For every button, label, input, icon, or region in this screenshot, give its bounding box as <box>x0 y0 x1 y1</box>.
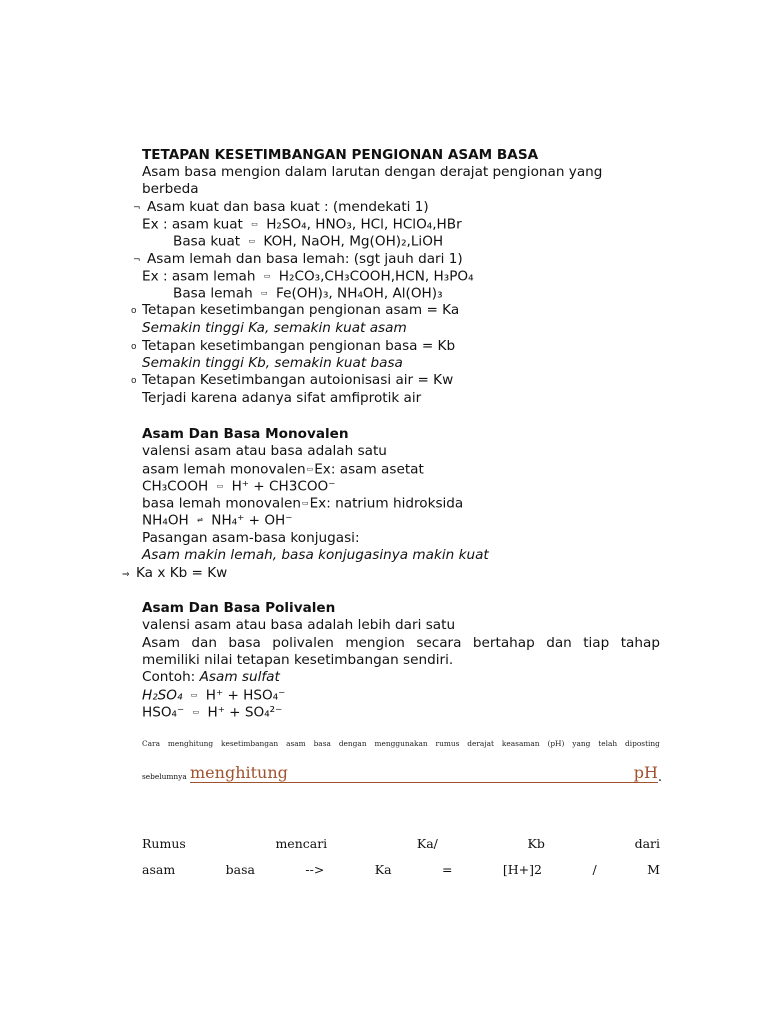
monovalen-line-8: Ka x Kb = Kw <box>136 565 228 581</box>
strong-base-label: Basa kuat <box>173 233 241 250</box>
monovalen-title: Asam Dan Basa Monovalen <box>142 426 349 442</box>
strong-acid-example <box>142 216 660 234</box>
period: . <box>657 770 662 785</box>
weak-acid-example <box>142 268 660 286</box>
formula-row <box>142 862 660 877</box>
small-word: (pH) <box>547 739 565 748</box>
formula-word: [H+]2 <box>502 862 542 877</box>
nh4oh-formula: NH₄OH <box>142 512 189 529</box>
polivalen-line-6 <box>142 704 660 722</box>
weak-base-items: Fe(OH)₃, NH₄OH, Al(OH)₃ <box>276 285 443 302</box>
rumus-row <box>142 836 660 851</box>
monovalen-line-6: Pasangan asam-basa konjugasi: <box>142 530 360 546</box>
small-word: yang <box>572 739 591 748</box>
weak-base-label: Basa lemah <box>173 285 253 302</box>
rumus-word: dari <box>634 836 660 851</box>
weak-base-monovalen: basa lemah monovalen <box>142 495 301 512</box>
acetic-acid-example: Ex: asam asetat <box>314 461 424 478</box>
kw-line: Tetapan Kesetimbangan autoionisasi air = Kw <box>142 372 454 388</box>
link-right-text[interactable]: pH <box>633 763 658 782</box>
monovalen-line-5 <box>142 512 660 530</box>
nh4oh-products: NH₄⁺ + OH⁻ <box>211 512 293 529</box>
naoh-example: Ex: natrium hidroksida <box>309 495 464 512</box>
small-word: menggunakan <box>374 739 428 748</box>
polivalen-line-4 <box>142 669 660 686</box>
rumus-word: Kb <box>527 836 545 851</box>
arrow-icon: ▭ <box>190 691 198 699</box>
polivalen-line-1: valensi asam atau basa adalah lebih dari satu <box>142 617 456 633</box>
strong-acid-label: Ex : asam kuat <box>142 216 243 233</box>
bullet-arrow-icon: ¬ <box>133 203 141 213</box>
intro-line-1: Asam basa mengion dalam larutan dengan derajat pengionan yang <box>142 164 603 180</box>
small-word: basa <box>313 739 331 748</box>
formula-word: / <box>592 862 597 877</box>
weak-acid-label: Ex : asam lemah <box>142 268 256 285</box>
link-left-text[interactable]: menghitung <box>190 763 288 782</box>
circle-bullet-icon: o <box>131 306 137 316</box>
formula-word: M <box>647 862 660 877</box>
rumus-word: mencari <box>275 836 328 851</box>
formula-word: --> <box>305 862 325 877</box>
intro-line-2: berbeda <box>142 181 199 197</box>
justified-word: tahap <box>620 635 660 651</box>
justified-word: dan <box>546 635 572 651</box>
strong-acid-base-line: Asam kuat dan basa kuat : (mendekati 1) <box>147 199 429 215</box>
polivalen-title: Asam Dan Basa Polivalen <box>142 600 336 616</box>
example-label: Contoh: <box>142 669 196 685</box>
small-word: telah <box>598 739 618 748</box>
hyperlink[interactable] <box>190 758 658 783</box>
small-word: keasaman <box>501 739 540 748</box>
acetic-acid-formula: CH₃COOH <box>142 478 209 495</box>
monovalen-line-2 <box>142 461 660 479</box>
small-word: kesetimbangan <box>221 739 279 748</box>
small-word: rumus <box>435 739 460 748</box>
rumus-word: Rumus <box>142 836 186 851</box>
monovalen-line-1: valensi asam atau basa adalah satu <box>142 443 387 459</box>
ka-line: Tetapan kesetimbangan pengionan asam = Ka <box>142 302 460 318</box>
acetic-acid-products: H⁺ + CH3COO⁻ <box>231 478 336 495</box>
kw-note: Terjadi karena adanya sifat amfiprotik air <box>142 390 422 406</box>
strong-base-items: KOH, NaOH, Mg(OH)₂,LiOH <box>263 233 444 250</box>
small-word: menghitung <box>167 739 214 748</box>
weak-base-example <box>173 285 691 303</box>
small-word: derajat <box>467 739 495 748</box>
arrow-icon: ▭ <box>306 465 314 473</box>
justified-word: tiap <box>583 635 610 651</box>
small-paragraph <box>142 739 660 748</box>
weak-acid-base-line: Asam lemah dan basa lemah: (sgt jauh dari 1) <box>147 251 463 267</box>
justified-word: dan <box>191 635 217 651</box>
hso4-products: H⁺ + SO₄²⁻ <box>207 704 283 721</box>
circle-bullet-icon: o <box>131 376 137 386</box>
strong-acid-items: H₂SO₄, HNO₃, HCl, HClO₄,HBr <box>266 216 462 233</box>
arrow-icon: ▭ <box>216 482 224 490</box>
justified-word: bertahap <box>472 635 535 651</box>
arrow-icon: ▭ <box>251 220 258 228</box>
small-word: Cara <box>142 739 161 748</box>
small-word: dengan <box>338 739 367 748</box>
ka-note: Semakin tinggi Ka, semakin kuat asam <box>142 320 407 336</box>
arrow-icon: ▭ <box>192 708 200 716</box>
weak-acid-items: H₂CO₃,CH₃COOH,HCN, H₃PO₄ <box>278 268 474 285</box>
h2so4-formula: H₂SO₄ <box>142 687 183 704</box>
justified-word: Asam <box>142 635 180 651</box>
doc-title: TETAPAN KESETIMBANGAN PENGIONAN ASAM BASA <box>142 147 539 163</box>
arrow-icon: ▭ <box>263 272 271 280</box>
polivalen-line-5 <box>142 687 660 705</box>
polivalen-line-3: memiliki nilai tetapan kesetimbangan sendiri. <box>142 652 454 668</box>
formula-word: asam <box>142 862 176 877</box>
bullet-arrow-icon: ¬ <box>133 255 141 265</box>
small-word: asam <box>286 739 306 748</box>
justified-word: mengion <box>345 635 405 651</box>
hso4-formula: HSO₄⁻ <box>142 704 185 721</box>
kb-line: Tetapan kesetimbangan pengionan basa = Kb <box>142 338 456 354</box>
kb-note: Semakin tinggi Kb, semakin kuat basa <box>142 355 403 371</box>
justified-word: basa <box>228 635 261 651</box>
formula-word: basa <box>225 862 255 877</box>
arrow-icon: ▭ <box>261 289 268 297</box>
circle-bullet-icon: o <box>131 342 137 352</box>
weak-acid-monovalen: asam lemah monovalen <box>142 461 306 478</box>
small-prefix: sebelumnya <box>142 772 187 781</box>
small-word: diposting <box>625 739 660 748</box>
formula-word: = <box>441 862 453 877</box>
monovalen-line-4 <box>142 495 660 513</box>
strong-base-example <box>173 233 691 251</box>
monovalen-line-7: Asam makin lemah, basa konjugasinya makin kuat <box>142 547 489 563</box>
arrow-icon: ▭ <box>301 499 309 507</box>
justified-word: secara <box>416 635 462 651</box>
double-arrow-icon: ⇒ <box>122 570 130 580</box>
arrow-icon: ⇌ <box>197 516 203 524</box>
polivalen-line-2 <box>142 635 660 652</box>
link-row <box>142 758 662 784</box>
rumus-word: Ka/ <box>416 836 438 851</box>
justified-word: polivalen <box>272 635 334 651</box>
sulfuric-acid-label: Asam sulfat <box>199 669 280 685</box>
h2so4-products: H⁺ + HSO₄⁻ <box>205 687 286 704</box>
monovalen-line-3 <box>142 478 660 496</box>
arrow-icon: ▭ <box>248 237 256 245</box>
formula-word: Ka <box>374 862 392 877</box>
